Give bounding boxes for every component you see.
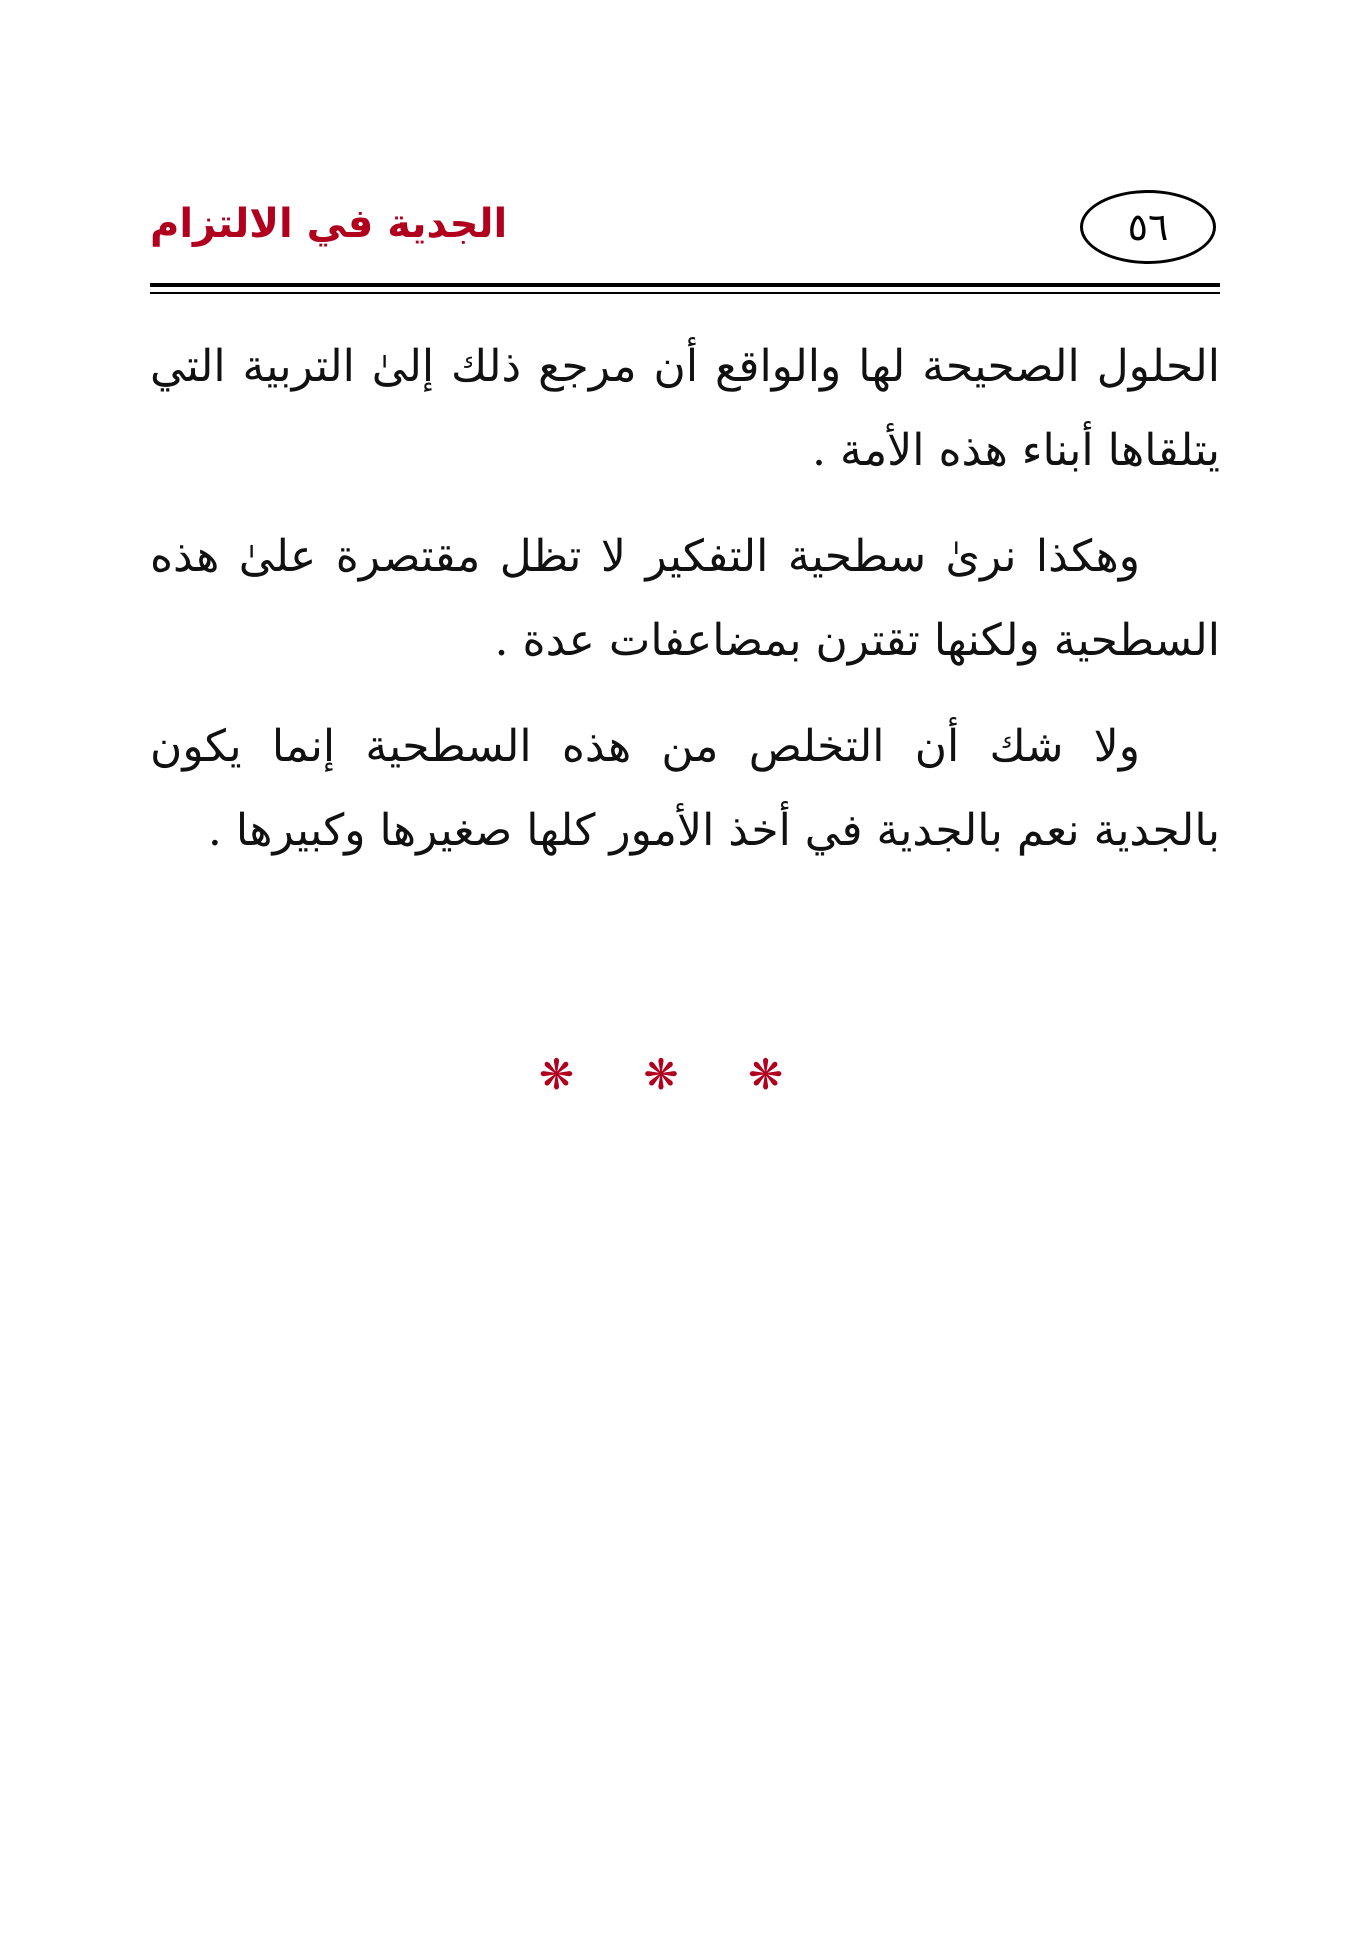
running-title: الجدية في الالتزام [150, 201, 508, 247]
page-number-oval [1080, 190, 1216, 264]
body-text [150, 325, 1220, 895]
paragraph-2: وهكذا نرىٰ سطحية التفكير لا تظل مقتصرة علىٰ هذه السطحية ولكنها تقترن بمضاعفات عدة . [150, 531, 1220, 666]
section-separator-asterisms: ❋ ❋ ❋ [538, 1050, 812, 1099]
header-rule-thick [150, 283, 1220, 287]
page-header [150, 190, 1220, 278]
paragraph-1: الحلول الصحيحة لها والواقع أن مرجع ذلك إلىٰ التربية التي يتلقاها أبناء هذه الأمة . [150, 341, 1220, 476]
page-number: ٥٦ [1127, 205, 1169, 249]
paragraph-3: ولا شك أن التخلص من هذه السطحية إنما يكون بالجدية نعم بالجدية في أخذ الأمور كلها صغيرها وكبيرها . [150, 721, 1220, 856]
header-rule-thin [150, 292, 1220, 294]
